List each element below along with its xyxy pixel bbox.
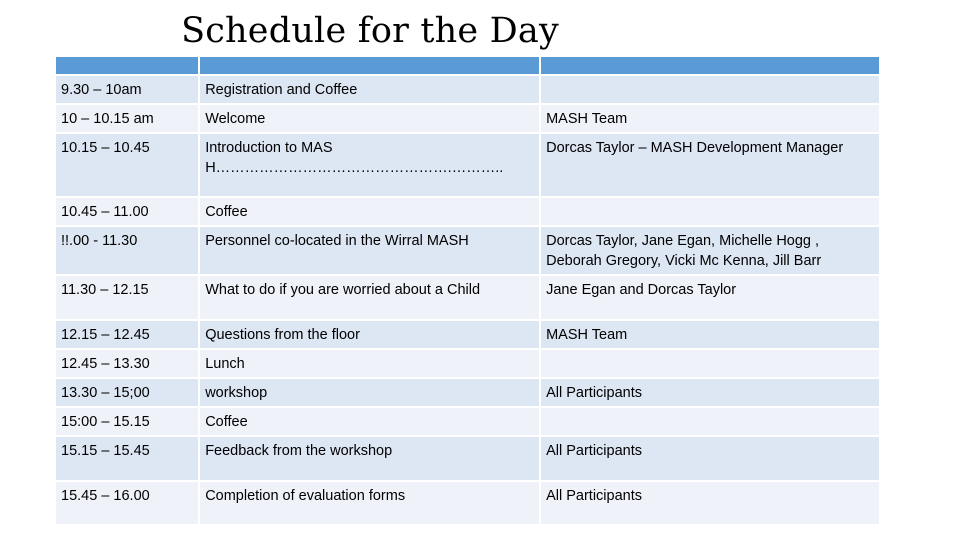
agenda-item-cell: Introduction to MASH………………………………………….……….. [199, 133, 540, 197]
table-row [55, 436, 880, 481]
table-row [55, 407, 880, 436]
time-cell: 11.30 – 12.15 [55, 275, 199, 320]
time-cell: 13.30 – 15;00 [55, 378, 199, 407]
time-cell: 10.45 – 11.00 [55, 197, 199, 226]
presenter-cell [540, 407, 880, 436]
table-row [55, 133, 880, 197]
agenda-item-cell: workshop [199, 378, 540, 407]
agenda-item-cell: Coffee [199, 197, 540, 226]
agenda-item-cell: Personnel co-located in the Wirral MASH [199, 226, 540, 275]
presenter-cell: Jane Egan and Dorcas Taylor [540, 275, 880, 320]
table-row [55, 320, 880, 349]
time-cell: !!.00 - 11.30 [55, 226, 199, 275]
time-cell: 12.15 – 12.45 [55, 320, 199, 349]
agenda-item-cell: Welcome [199, 104, 540, 133]
table-row [55, 481, 880, 525]
presenter-cell [540, 349, 880, 378]
agenda-item-cell: Coffee [199, 407, 540, 436]
table-row [55, 226, 880, 275]
table-row [55, 349, 880, 378]
header-cell-time [55, 56, 199, 75]
header-cell-item [199, 56, 540, 75]
presenter-cell: MASH Team [540, 104, 880, 133]
time-cell: 15.15 – 15.45 [55, 436, 199, 481]
presenter-cell: All Participants [540, 481, 880, 525]
table-row [55, 378, 880, 407]
time-cell: 12.45 – 13.30 [55, 349, 199, 378]
presenter-cell [540, 197, 880, 226]
table-row [55, 275, 880, 320]
table-header-row [55, 56, 880, 75]
time-cell: 15:00 – 15.15 [55, 407, 199, 436]
time-cell: 15.45 – 16.00 [55, 481, 199, 525]
presenter-cell: All Participants [540, 378, 880, 407]
table-row [55, 197, 880, 226]
presenter-cell: MASH Team [540, 320, 880, 349]
presenter-cell: All Participants [540, 436, 880, 481]
agenda-item-cell: Questions from the floor [199, 320, 540, 349]
presenter-cell: Dorcas Taylor, Jane Egan, Michelle Hogg , Deborah Gregory, Vicki Mc Kenna, Jill Barr [540, 226, 880, 275]
header-cell-who [540, 56, 880, 75]
table-row [55, 75, 880, 104]
table-row [55, 104, 880, 133]
agenda-item-cell: Registration and Coffee [199, 75, 540, 104]
agenda-item-cell: Lunch [199, 349, 540, 378]
presenter-cell: Dorcas Taylor – MASH Development Manager [540, 133, 880, 197]
agenda-item-cell: Completion of evaluation forms [199, 481, 540, 525]
schedule-table [54, 55, 881, 526]
agenda-item-cell: Feedback from the workshop [199, 436, 540, 481]
presenter-cell [540, 75, 880, 104]
page-title: Schedule for the Day [181, 11, 559, 51]
time-cell: 10.15 – 10.45 [55, 133, 199, 197]
agenda-item-cell: What to do if you are worried about a Child [199, 275, 540, 320]
time-cell: 10 – 10.15 am [55, 104, 199, 133]
time-cell: 9.30 – 10am [55, 75, 199, 104]
